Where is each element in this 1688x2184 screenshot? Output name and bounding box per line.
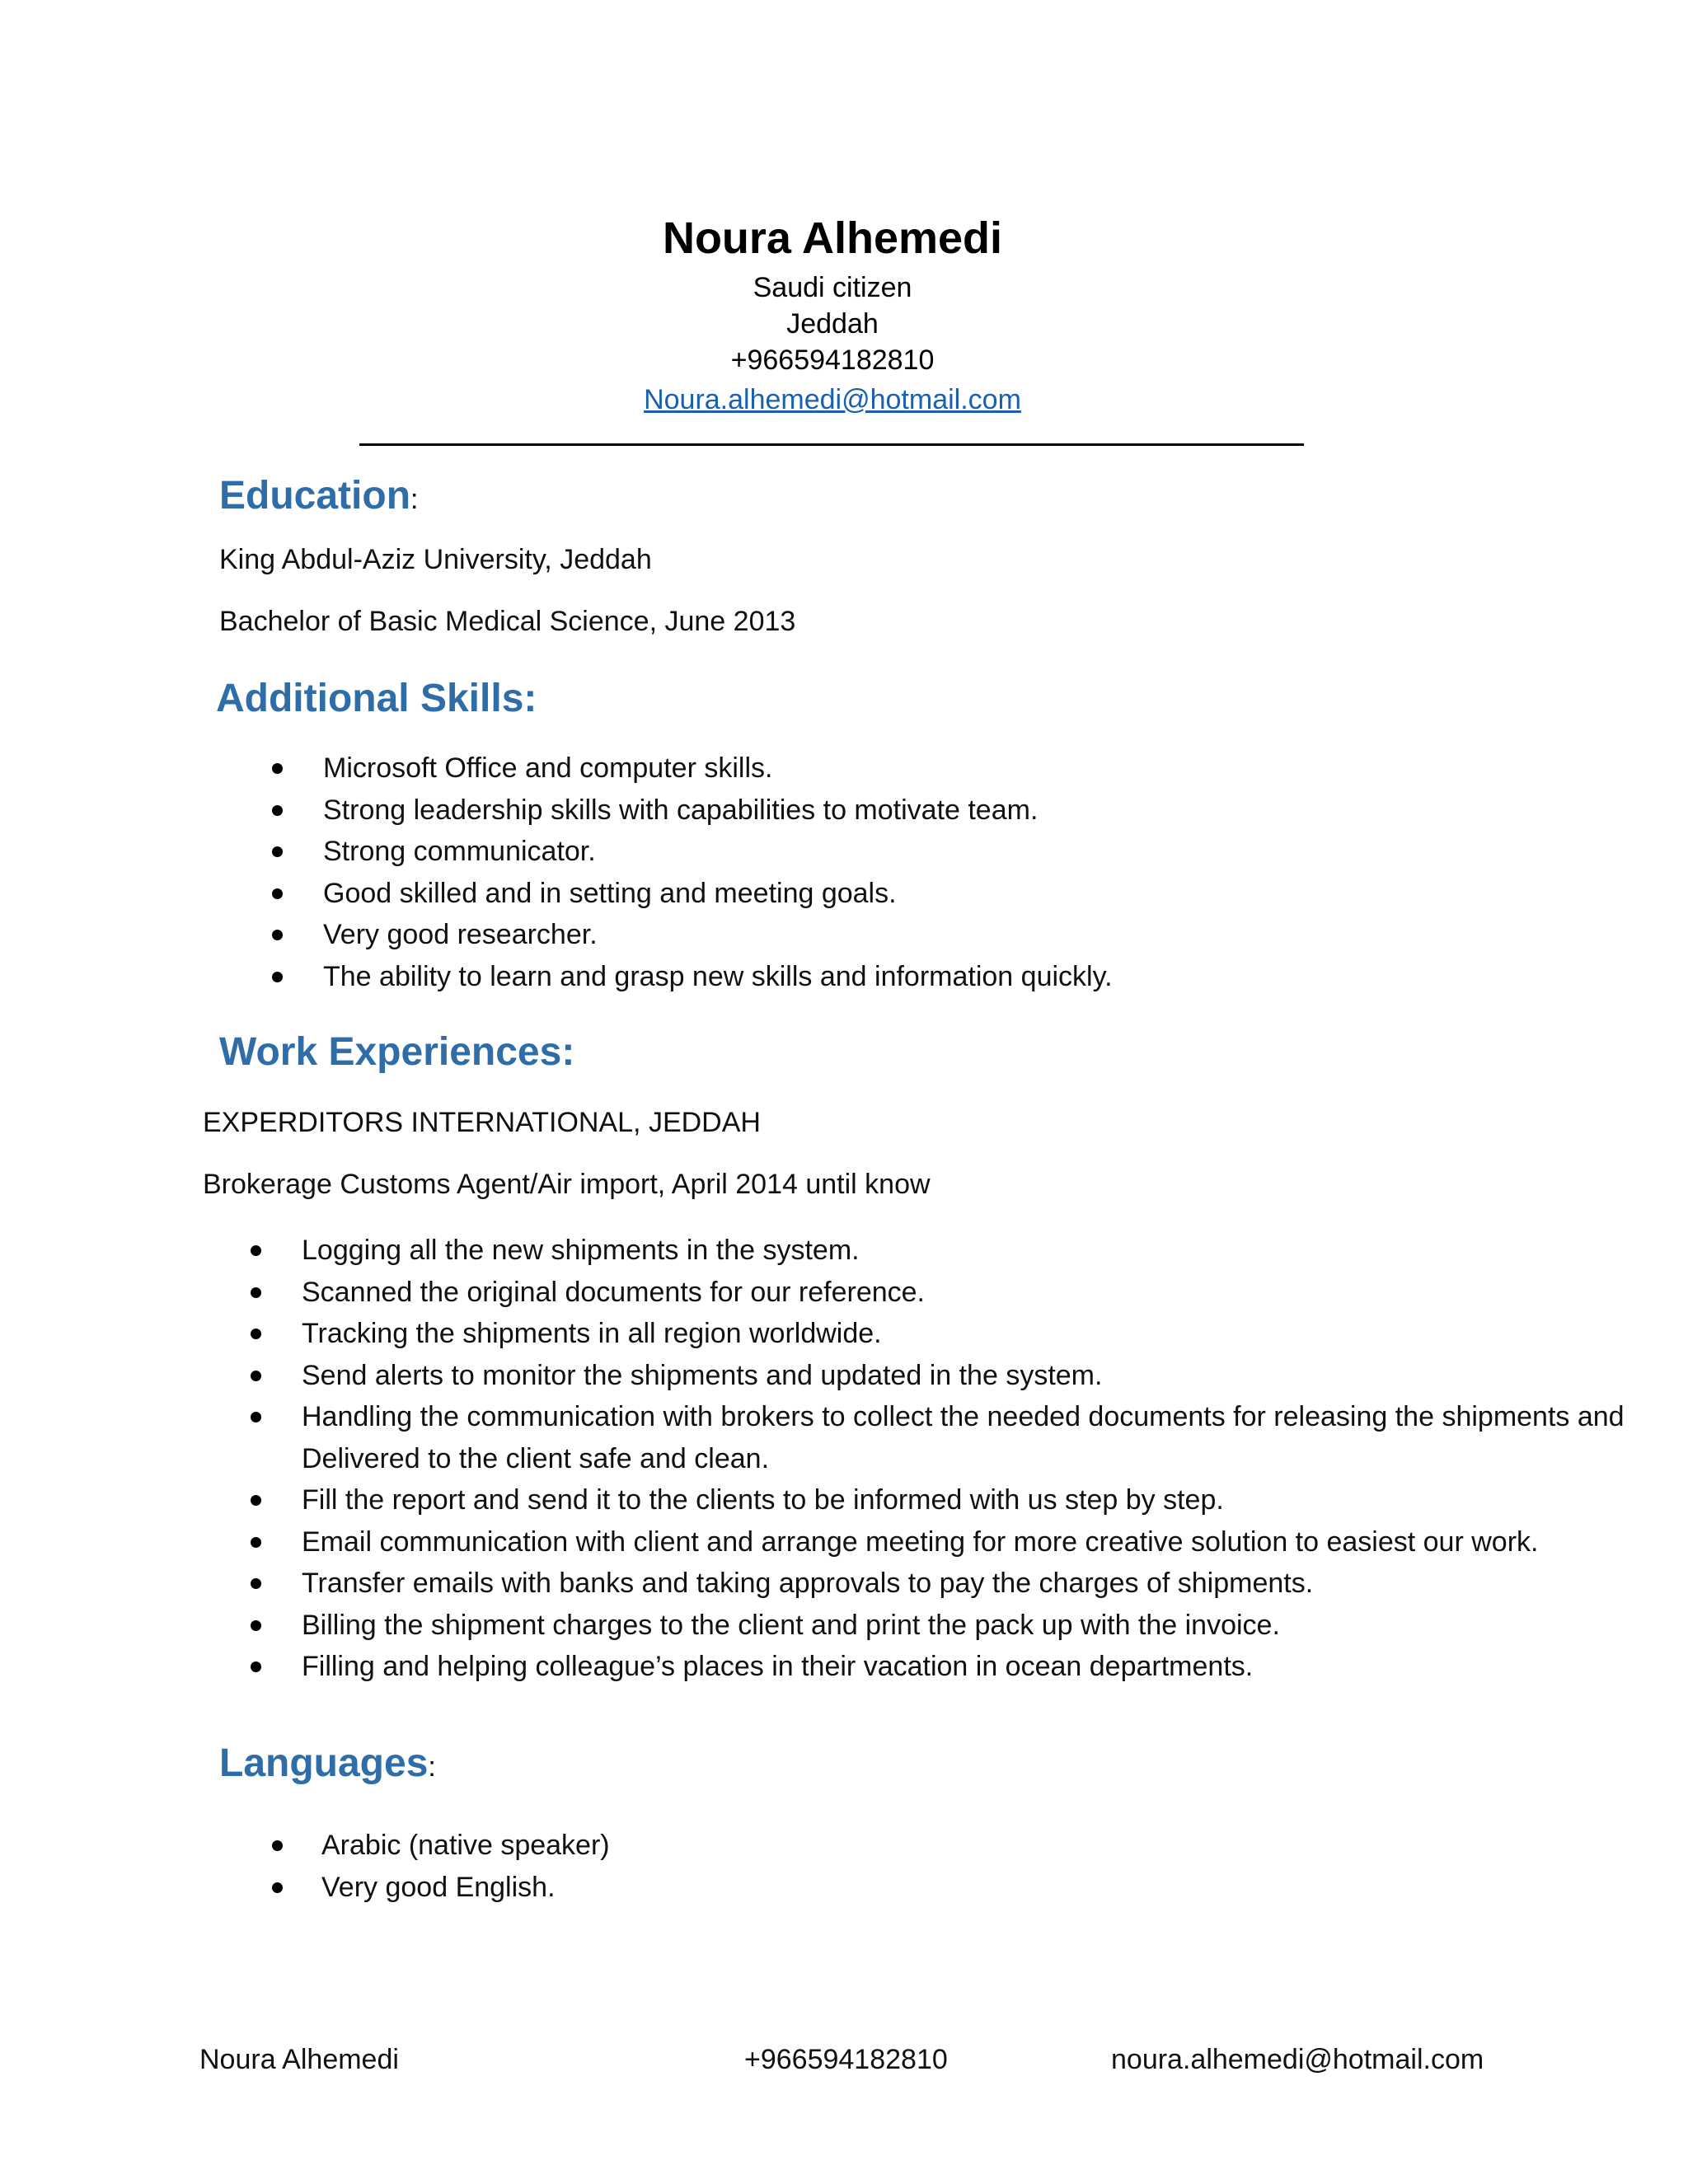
list-item-text: Filling and helping colleague’s places in their vacation in ocean departments. — [302, 1651, 1254, 1682]
languages-heading-text: Languages — [219, 1741, 429, 1785]
candidate-name: Noura Alhemedi — [662, 213, 1003, 263]
list-item-text: Strong leadership skills with capabilities to motivate team. — [323, 794, 1039, 826]
bullet-icon — [251, 1245, 261, 1256]
list-item-text: Transfer emails with banks and taking approvals to pay the charges of shipments. — [302, 1568, 1314, 1599]
skills-heading: Additional Skills: — [216, 677, 537, 720]
list-item-text: Fill the report and send it to the clients to be informed with us step by step. — [302, 1484, 1224, 1516]
list-item-text: Strong communicator. — [323, 836, 596, 867]
list-item — [251, 1355, 1668, 1397]
languages-heading — [219, 1741, 436, 1786]
email-link[interactable]: Noura.alhemedi@hotmail.com — [644, 384, 1021, 415]
list-item — [272, 790, 1508, 832]
bullet-icon — [251, 1329, 261, 1339]
phone-number: +966594182810 — [730, 344, 935, 376]
list-item-text: Logging all the new shipments in the system. — [302, 1235, 860, 1266]
bullet-icon — [272, 930, 283, 940]
bullet-icon — [251, 1620, 261, 1631]
bullet-icon — [251, 1661, 261, 1672]
bullet-icon — [251, 1537, 261, 1548]
list-item-text: Very good English. — [321, 1871, 556, 1903]
list-item-text: Billing the shipment charges to the client and print the pack up with the invoice. — [302, 1609, 1280, 1641]
list-item-text: The ability to learn and grasp new skills and information quickly. — [323, 960, 1113, 992]
list-item-text: Scanned the original documents for our reference. — [302, 1276, 926, 1308]
list-item — [251, 1479, 1668, 1521]
list-item — [251, 1605, 1668, 1647]
list-item — [251, 1396, 1668, 1438]
bullet-icon — [272, 888, 283, 899]
list-item-text: Handling the communication with brokers to collect the needed documents for releasing the shipments and — [302, 1401, 1625, 1432]
city: Jeddah — [786, 308, 879, 340]
list-item — [272, 831, 1508, 873]
list-item-text: Tracking the shipments in all region worldwide. — [302, 1318, 882, 1349]
bullet-icon — [251, 1578, 261, 1589]
languages-heading-colon: : — [428, 1751, 436, 1783]
list-item — [251, 1646, 1668, 1688]
bullet-icon — [272, 1882, 283, 1893]
bullet-icon — [272, 1840, 283, 1851]
list-item — [251, 1563, 1668, 1605]
bullet-icon — [272, 846, 283, 857]
languages-list — [272, 1825, 1261, 1908]
education-university: King Abdul-Aziz University, Jeddah — [219, 544, 652, 575]
list-item — [272, 748, 1508, 790]
bullet-icon — [251, 1371, 261, 1381]
list-item-text: Very good researcher. — [323, 919, 598, 950]
citizenship: Saudi citizen — [753, 272, 912, 303]
work-position: Brokerage Customs Agent/Air import, April 2014 until know — [203, 1169, 931, 1200]
bullet-icon — [272, 972, 283, 982]
list-item — [272, 1825, 1261, 1867]
list-item — [251, 1272, 1668, 1314]
list-item-text: Send alerts to monitor the shipments and updated in the system. — [302, 1359, 1103, 1391]
list-item — [251, 1230, 1668, 1272]
list-item-text: Good skilled and in setting and meeting goals. — [323, 877, 897, 909]
list-item — [272, 873, 1508, 915]
list-item-text: Delivered to the client safe and clean. — [302, 1442, 770, 1474]
education-heading-text: Education — [219, 474, 411, 518]
bullet-icon — [251, 1287, 261, 1298]
bullet-icon — [251, 1495, 261, 1506]
list-item-text: Arabic (native speaker) — [321, 1830, 610, 1861]
list-item — [251, 1521, 1668, 1563]
footer-phone: +966594182810 — [744, 2044, 948, 2075]
list-item — [251, 1313, 1668, 1355]
work-duties-list — [251, 1230, 1668, 1688]
bullet-icon — [272, 805, 283, 816]
education-heading — [219, 473, 418, 518]
footer-email: noura.alhemedi@hotmail.com — [1111, 2044, 1484, 2075]
bullet-icon — [251, 1412, 261, 1422]
work-company: EXPERDITORS INTERNATIONAL, JEDDAH — [203, 1107, 761, 1138]
list-item — [272, 1867, 1261, 1909]
bullet-icon — [272, 763, 283, 774]
list-item — [272, 956, 1508, 998]
list-item — [251, 1438, 1668, 1480]
education-heading-colon: : — [410, 484, 419, 515]
education-degree: Bachelor of Basic Medical Science, June 2013 — [219, 606, 796, 637]
footer-name: Noura Alhemedi — [199, 2044, 399, 2075]
list-item-text: Email communication with client and arrange meeting for more creative solution to easiest our work. — [302, 1526, 1539, 1558]
skills-list — [272, 748, 1508, 997]
list-item — [272, 914, 1508, 956]
header-divider — [359, 443, 1304, 446]
email-line — [0, 384, 1665, 416]
work-heading: Work Experiences: — [219, 1030, 575, 1074]
list-item-text: Microsoft Office and computer skills. — [323, 752, 773, 784]
